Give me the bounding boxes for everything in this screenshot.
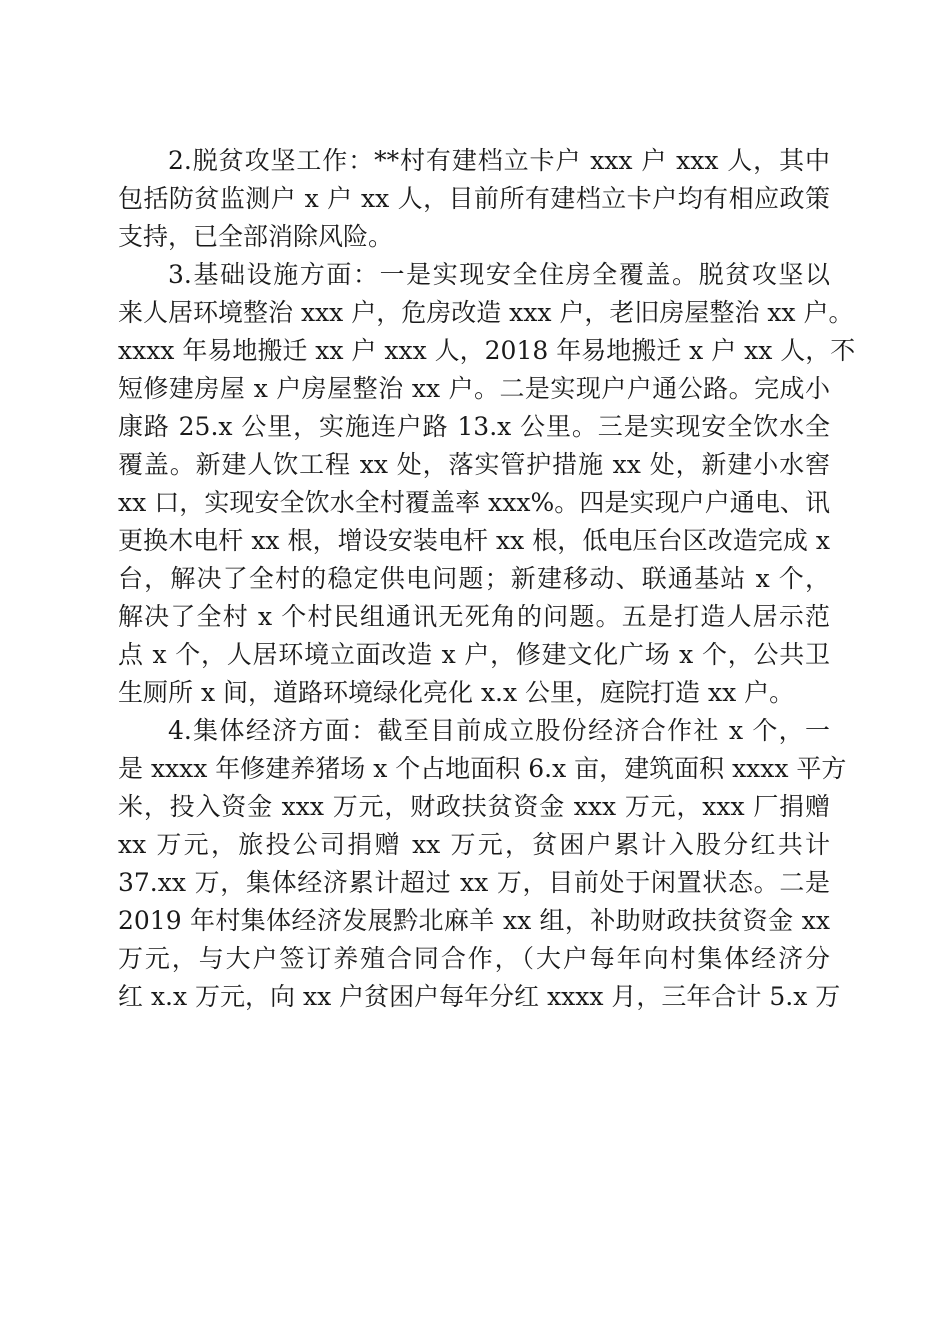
paragraph-poverty-alleviation bbox=[118, 142, 830, 256]
text-line: 3.基础设施方面：一是实现安全住房全覆盖。脱贫攻坚以 bbox=[168, 260, 830, 289]
text-line: 是 xxxx 年修建养猪场 x 个占地面积 6.x 亩，建筑面积 xxxx 平方 bbox=[118, 754, 847, 783]
text-line: 解决了全村 x 个村民组通讯无死角的问题。五是打造人居示范 bbox=[118, 602, 830, 631]
text-line: 米，投入资金 xxx 万元，财政扶贫资金 xxx 万元，xxx 厂捐赠 bbox=[118, 792, 830, 821]
text-line: 生厕所 x 间，道路环境绿化亮化 x.x 公里，庭院打造 xx 户。 bbox=[118, 678, 795, 707]
text-line: 2.脱贫攻坚工作：**村有建档立卡户 xxx 户 xxx 人，其中 bbox=[168, 146, 830, 175]
paragraph-infrastructure bbox=[118, 256, 856, 712]
text-line: 康路 25.x 公里，实施连户路 13.x 公里。三是实现安全饮水全 bbox=[118, 412, 830, 441]
text-line: 37.xx 万，集体经济累计超过 xx 万，目前处于闲置状态。二是 bbox=[118, 868, 830, 897]
text-line: xxxx 年易地搬迁 xx 户 xxx 人，2018 年易地搬迁 x 户 xx 人，不 bbox=[118, 336, 856, 365]
text-line: xx 口，实现安全饮水全村覆盖率 xxx%。四是实现户户通电、讯 bbox=[118, 488, 830, 517]
text-line: 2019 年村集体经济发展黔北麻羊 xx 组，补助财政扶贫资金 xx bbox=[118, 906, 830, 935]
paragraph-collective-economy bbox=[118, 712, 847, 1016]
text-line: 短修建房屋 x 户房屋整治 xx 户。二是实现户户通公路。完成小 bbox=[118, 374, 830, 403]
text-line: 支持，已全部消除风险。 bbox=[118, 222, 394, 251]
text-line: 4.集体经济方面：截至目前成立股份经济合作社 x 个，一 bbox=[168, 716, 830, 745]
document-body bbox=[118, 142, 856, 1016]
text-line: 包括防贫监测户 x 户 xx 人，目前所有建档立卡户均有相应政策 bbox=[118, 184, 830, 213]
text-line: 台，解决了全村的稳定供电问题；新建移动、联通基站 x 个， bbox=[118, 564, 830, 593]
text-line: 覆盖。新建人饮工程 xx 处，落实管护措施 xx 处，新建小水窖 bbox=[118, 450, 830, 479]
text-line: 点 x 个，人居环境立面改造 x 户，修建文化广场 x 个，公共卫 bbox=[118, 640, 830, 669]
text-line: 万元，与大户签订养殖合同合作，（大户每年向村集体经济分 bbox=[118, 944, 830, 973]
text-line: 来人居环境整治 xxx 户，危房改造 xxx 户，老旧房屋整治 xx 户。 bbox=[118, 298, 854, 327]
text-line: 红 x.x 万元，向 xx 户贫困户每年分红 xxxx 月，三年合计 5.x 万 bbox=[118, 982, 841, 1011]
text-line: xx 万元，旅投公司捐赠 xx 万元，贫困户累计入股分红共计 bbox=[118, 830, 830, 859]
text-line: 更换木电杆 xx 根，增设安装电杆 xx 根，低电压台区改造完成 x bbox=[118, 526, 830, 555]
